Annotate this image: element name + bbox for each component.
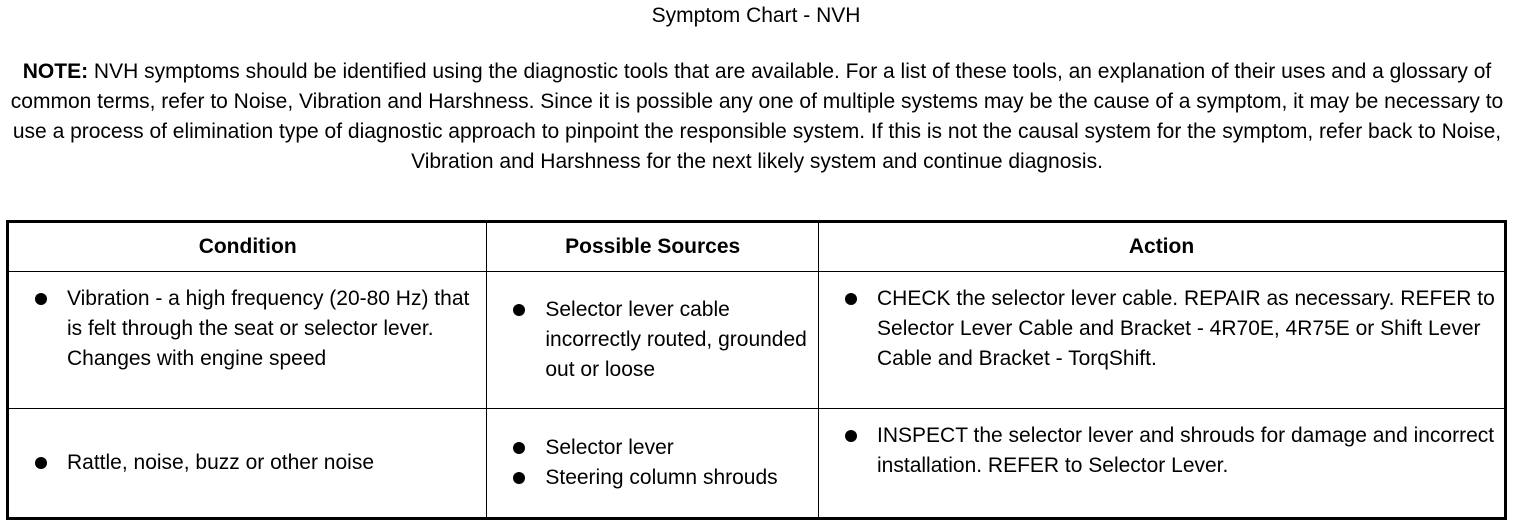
source-item: Selector lever <box>487 433 818 463</box>
note-label: NOTE: <box>22 60 89 83</box>
sources-cell <box>487 272 819 409</box>
header-possible-sources: Possible Sources <box>487 222 819 272</box>
header-condition: Condition <box>8 222 487 272</box>
action-cell <box>819 272 1506 409</box>
action-cell <box>819 409 1506 519</box>
sources-cell <box>487 409 819 519</box>
condition-item: Vibration - a high frequency (20-80 Hz) that is felt through the seat or selector lever. Changes with engine speed <box>9 284 486 374</box>
table-row <box>8 272 1506 409</box>
table-row <box>8 409 1506 519</box>
action-item: INSPECT the selector lever and shrouds for damage and incorrect installation. REFER to Selector Lever. <box>819 421 1504 481</box>
condition-item: Rattle, noise, buzz or other noise <box>9 448 486 478</box>
page-title: Symptom Chart - NVH <box>651 4 861 27</box>
condition-cell <box>8 409 487 519</box>
source-item: Steering column shrouds <box>487 463 818 493</box>
note-text: NVH symptoms should be identified using the diagnostic tools that are available. For a list of these tools, an explanation of their uses and a glossary of common terms, refer to Noise, Vibration and Harshness. Since it is possible any one of multiple systems may be the cause of a symptom, it may be necessary to use a process of elimination type of diagnostic approach to pinpoint the responsible system. If this is not the causal system for the symptom, refer back to Noise, Vibration and Harshness for the next likely system and continue diagnosis. <box>10 60 1504 173</box>
action-item: CHECK the selector lever cable. REPAIR as necessary. REFER to Selector Lever Cable and Bracket - 4R70E, 4R75E or Shift Lever Cable and Bracket - TorqShift. <box>819 284 1504 374</box>
source-item: Selector lever cable incorrectly routed, grounded out or loose <box>487 295 818 385</box>
condition-cell <box>8 272 487 409</box>
header-action: Action <box>819 222 1506 272</box>
note-paragraph <box>4 57 1510 177</box>
table-header-row <box>8 222 1506 272</box>
symptom-table <box>6 220 1507 520</box>
